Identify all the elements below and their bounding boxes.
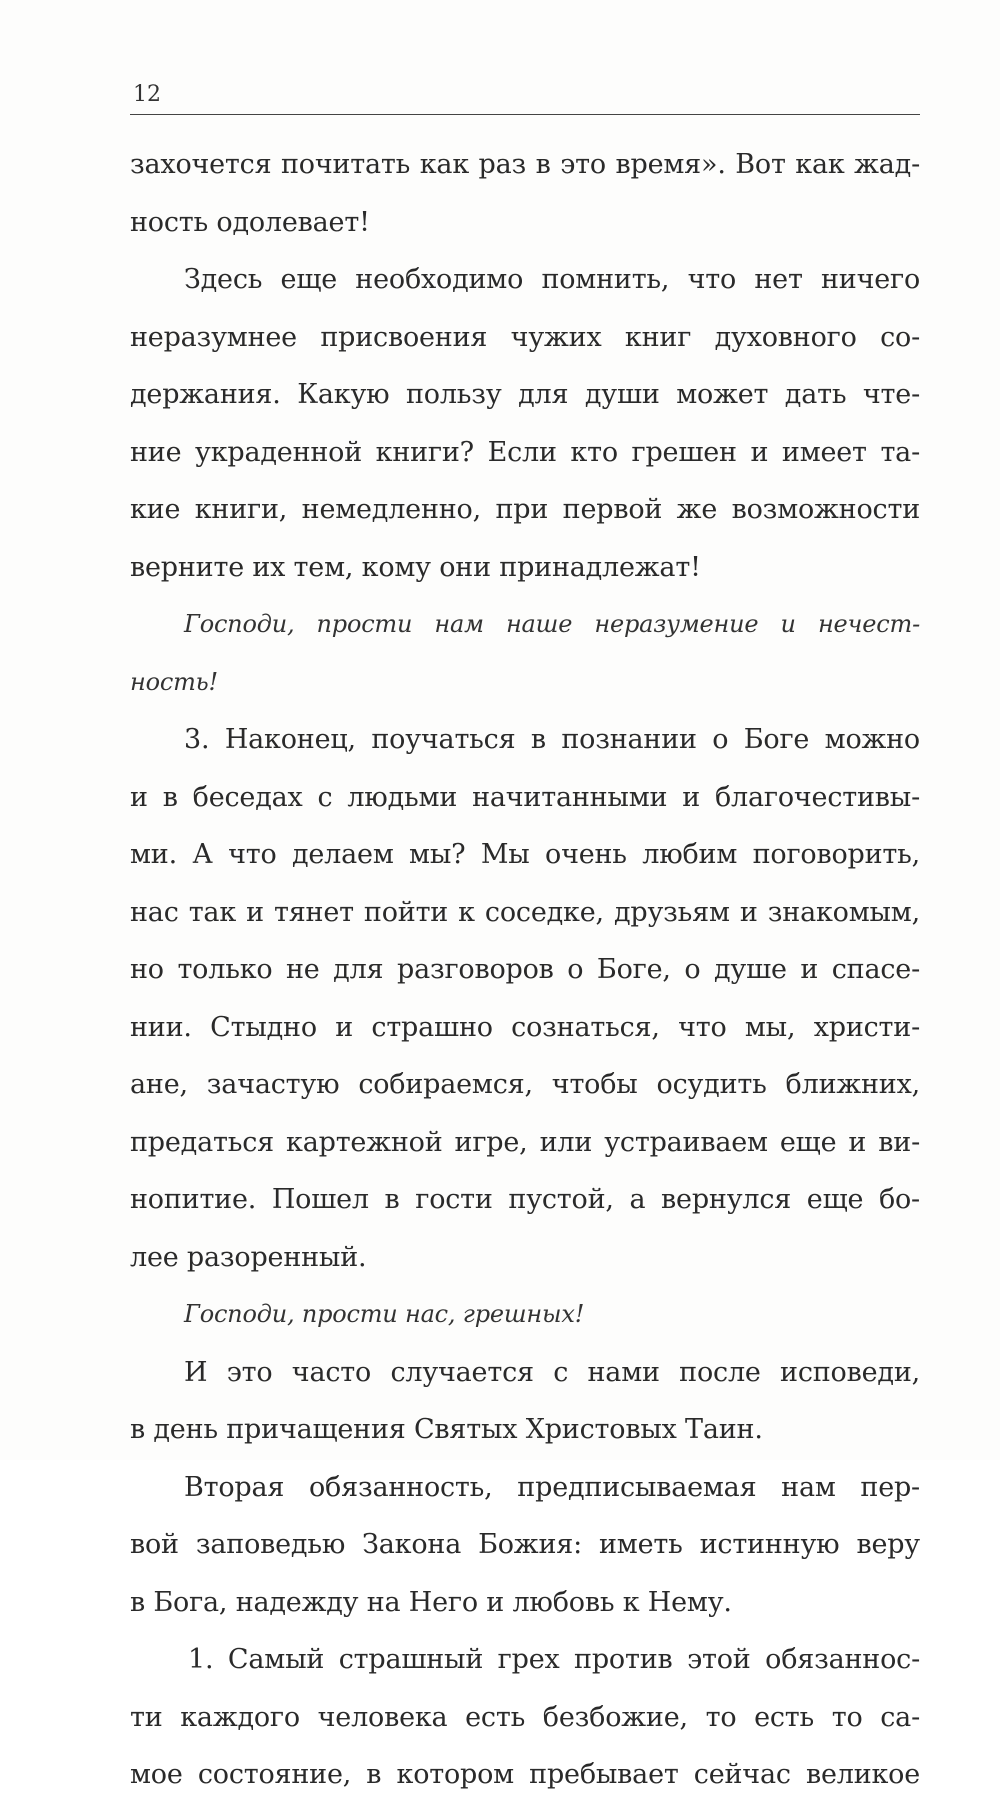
text-line: Здесь еще необходимо помнить, что нет ничего: [184, 264, 920, 295]
text-line: ти каждого человека есть безбожие, то есть то са-: [130, 1701, 920, 1733]
text-line: нас так и тянет пойти к соседке, друзьям и знакомым,: [130, 896, 920, 928]
text-line: лее разоренный.: [130, 1241, 367, 1273]
text-line: предаться картежной игре, или устраиваем еще и ви-: [130, 1126, 920, 1158]
text-line: неразумнее присвоения чужих книг духовного со-: [130, 321, 920, 353]
text-line: ность одолевает!: [130, 206, 370, 238]
prayer-line: Господи, прости нам наше неразумение и нечест-: [184, 610, 920, 638]
text-line: в Бога, надежду на Него и любовь к Нему.: [130, 1586, 732, 1618]
prayer-line: ность!: [130, 667, 218, 696]
body-text: [130, 136, 920, 1804]
text-line: 1. Самый страшный грех против этой обязаннос-: [188, 1644, 920, 1675]
text-line: нии. Стыдно и страшно сознаться, что мы, христи-: [130, 1011, 920, 1043]
page-number: 12: [133, 82, 161, 107]
text-line: ане, зачастую собираемся, чтобы осудить ближних,: [130, 1069, 920, 1100]
text-line: И это часто случается с нами после исповеди,: [184, 1356, 920, 1388]
header-rule: [130, 114, 920, 115]
text-line: в день причащения Святых Христовых Таин.: [130, 1414, 763, 1445]
text-line: кие книги, немедленно, при первой же возможности: [130, 494, 920, 525]
text-line: нопитие. Пошел в гости пустой, а вернулся еще бо-: [130, 1184, 920, 1215]
text-line: Вторая обязанность, предписываемая нам пер-: [184, 1471, 920, 1503]
text-line: держания. Какую пользу для души может дать чте-: [130, 379, 920, 410]
text-line: вой заповедью Закона Божия: иметь истинную веру: [130, 1529, 920, 1560]
prayer-line: Господи, прости нас, грешных!: [184, 1300, 585, 1328]
text-line: 3. Наконец, поучаться в познании о Боге можно: [184, 724, 920, 755]
text-line: верните их тем, кому они принадлежат!: [130, 551, 701, 583]
text-line: ми. А что делаем мы? Мы очень любим поговорить,: [130, 839, 920, 870]
text-line: и в беседах с людьми начитанными и благочестивы-: [130, 781, 920, 813]
text-line: мое состояние, в котором пребывает сейчас великое: [130, 1759, 920, 1790]
text-line: захочется почитать как раз в это время». Вот как жад-: [130, 149, 920, 180]
text-line: ние украденной книги? Если кто грешен и имеет та-: [130, 436, 920, 468]
text-line: но только не для разговоров о Боге, о душе и спасе-: [130, 954, 920, 985]
